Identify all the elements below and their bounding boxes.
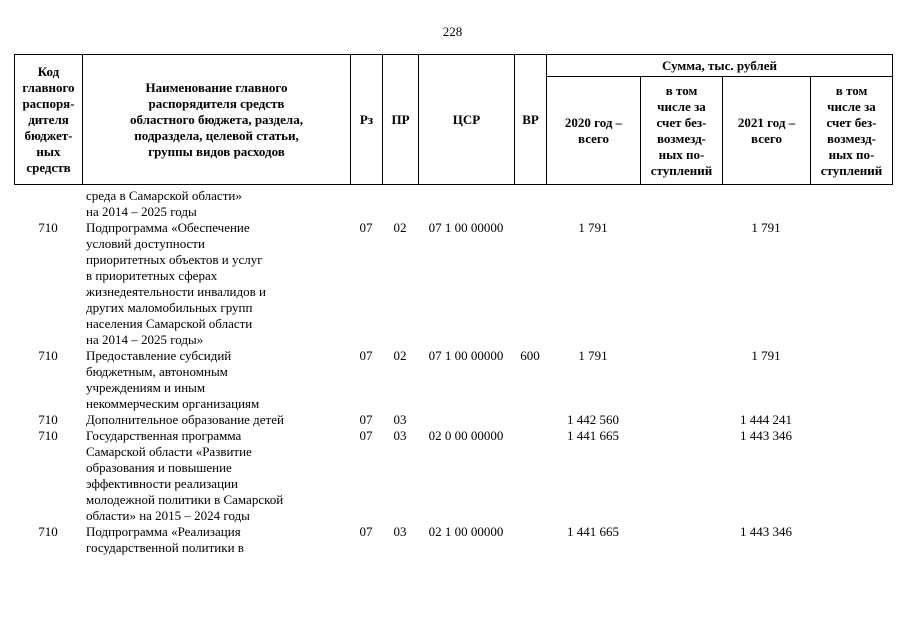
- row-2020: [546, 188, 640, 220]
- row-2020: 1 442 560: [567, 412, 619, 427]
- row-rz: 07: [359, 220, 373, 235]
- row-rz: 07: [359, 524, 373, 539]
- row-name: среда в Самарской области» на 2014 – 2025 годы: [86, 188, 242, 219]
- header-rz: Рз: [351, 55, 383, 185]
- row-2020-free: [640, 220, 722, 348]
- header-csr: ЦСР: [419, 55, 515, 185]
- row-csr: 07 1 00 00000: [428, 348, 504, 363]
- row-csr: [418, 412, 514, 428]
- row-2021: 1 444 241: [740, 412, 792, 427]
- row-2021-free: [810, 348, 892, 412]
- row-pr: 03: [393, 412, 407, 427]
- row-pr: 03: [393, 428, 407, 443]
- row-csr: 02 1 00 00000: [428, 524, 504, 539]
- row-pr: 03: [393, 524, 407, 539]
- header-pr: ПР: [383, 55, 419, 185]
- row-2021-free: [810, 412, 892, 428]
- row-2020: 1 441 665: [567, 428, 619, 443]
- header-2020: 2020 год – всего: [547, 77, 641, 185]
- table-row: [14, 188, 892, 220]
- row-rz: 07: [359, 412, 373, 427]
- row-pr: [382, 188, 418, 220]
- page-number: 228: [442, 24, 463, 39]
- row-pr: 02: [393, 348, 407, 363]
- row-csr: [418, 188, 514, 220]
- row-vr: [514, 428, 546, 524]
- row-code: 710: [38, 220, 58, 235]
- header-sum: Сумма, тыс. рублей: [547, 55, 893, 77]
- row-2020-free: [640, 524, 722, 556]
- row-2020-free: [640, 412, 722, 428]
- header-code: Код главного распоря- дителя бюджет- ных средств: [15, 55, 83, 185]
- row-rz: [350, 188, 382, 220]
- row-2020-free: [640, 348, 722, 412]
- row-2021-free: [810, 524, 892, 556]
- row-code: 710: [38, 412, 58, 427]
- row-2021-free: [810, 220, 892, 348]
- row-vr: 600: [520, 348, 540, 363]
- table-row: [14, 412, 892, 428]
- row-2021: 1 443 346: [740, 428, 792, 443]
- table-body: [14, 188, 892, 556]
- row-rz: 07: [359, 348, 373, 363]
- row-2021-free: [810, 188, 892, 220]
- header-2021: 2021 год – всего: [723, 77, 811, 185]
- row-2021: [722, 188, 810, 220]
- row-csr: 07 1 00 00000: [428, 220, 504, 235]
- row-2021-free: [810, 428, 892, 524]
- header-2020-free: в том числе за счет без- возмезд- ных по- ступлений: [641, 77, 723, 185]
- row-2020-free: [640, 188, 722, 220]
- row-2021: 1 791: [751, 220, 781, 235]
- row-2021: 1 443 346: [740, 524, 792, 539]
- row-code: 710: [38, 428, 58, 443]
- header-name: Наименование главного распорядителя средств областного бюджета, раздела, подраздела, целевой статьи, группы видов расходов: [83, 55, 351, 185]
- table-row: [14, 524, 892, 556]
- row-2020-free: [640, 428, 722, 524]
- row-code: 710: [38, 524, 58, 539]
- row-2021: 1 791: [751, 348, 781, 363]
- row-code: 710: [38, 348, 58, 363]
- row-2020: 1 791: [578, 220, 608, 235]
- row-vr: [514, 524, 546, 556]
- row-name: Дополнительное образование детей: [86, 412, 284, 427]
- row-2020: 1 791: [578, 348, 608, 363]
- row-rz: 07: [359, 428, 373, 443]
- row-code: [14, 188, 82, 220]
- row-vr: [514, 220, 546, 348]
- row-name: Подпрограмма «Реализация государственной политики в: [86, 524, 244, 555]
- row-vr: [514, 412, 546, 428]
- row-pr: 02: [393, 220, 407, 235]
- table-header: [14, 54, 893, 185]
- row-csr: 02 0 00 00000: [428, 428, 504, 443]
- header-2021-free: в том числе за счет без- возмезд- ных по- ступлений: [811, 77, 893, 185]
- row-2020: 1 441 665: [567, 524, 619, 539]
- table-row: [14, 220, 892, 348]
- row-name: Государственная программа Самарской области «Развитие образования и повышение эффективности реализации молодежной политики в Самарской области» на 2015 – 2024 годы: [86, 428, 284, 523]
- header-vr: ВР: [515, 55, 547, 185]
- table-row: [14, 348, 892, 412]
- table-row: [14, 428, 892, 524]
- row-vr: [514, 188, 546, 220]
- row-name: Подпрограмма «Обеспечение условий доступности приоритетных объектов и услуг в приоритетных сферах жизнедеятельности инвалидов и других маломобильных групп населения Самарской области на 2014 – 2025 годы»: [86, 220, 266, 347]
- row-name: Предоставление субсидий бюджетным, автономным учреждениям и иным некоммерческим организациям: [86, 348, 260, 411]
